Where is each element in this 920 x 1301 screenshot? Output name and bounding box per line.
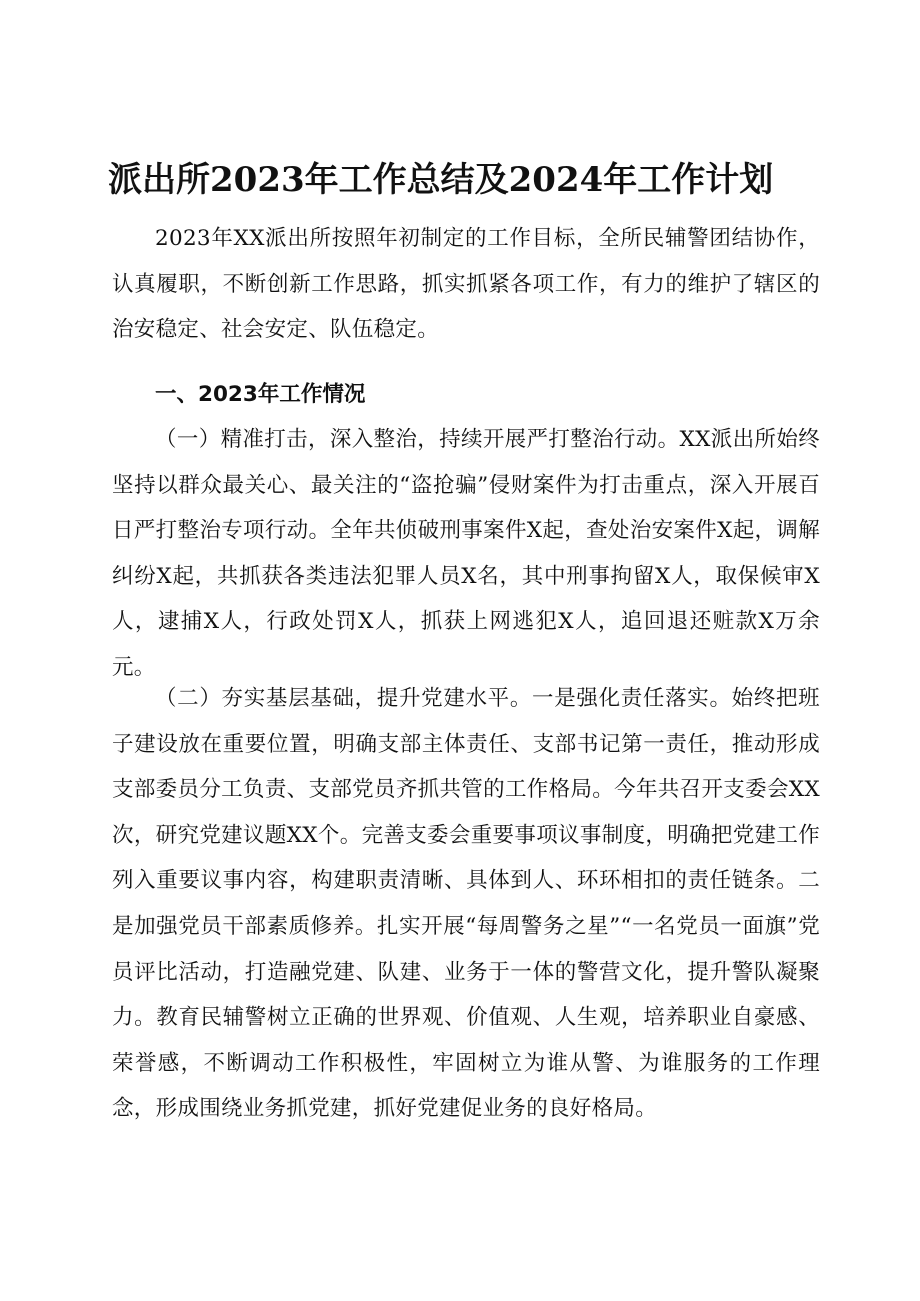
- section-one-heading: 一、2023年工作情况: [155, 382, 366, 407]
- paragraph-one: （一）精准打击，深入整治，持续开展严打整治行动。XX派出所始终坚持以群众最关心、最关注的“盗抢骗”侵财案件为打击重点，深入开展百日严打整治专项行动。全年共侦破刑事案件X起，查处治安案件X起，调解纠纷X起，共抓获各类违法犯罪人员X名，其中刑事拘留X人，取保候审X人，逮捕X人，行政处罚X人，抓获上网逃犯X人，追回退还赃款X万余元。: [112, 427, 820, 680]
- intro-paragraph: 2023年XX派出所按照年初制定的工作目标，全所民辅警团结协作，认真履职，不断创新工作思路，抓实抓紧各项工作，有力的维护了辖区的治安稳定、社会安定、队伍稳定。: [112, 226, 820, 343]
- paragraph-two: （二）夯实基层基础，提升党建水平。一是强化责任落实。始终把班子建设放在重要位置，明确支部主体责任、支部书记第一责任，推动形成支部委员分工负责、支部党员齐抓共管的工作格局。今年共召开支委会XX次，研究党建议题XX个。完善支委会重要事项议事制度，明确把党建工作列入重要议事内容，构建职责清晰、具体到人、环环相扣的责任链条。二是加强党员干部素质修养。扎实开展“每周警务之星”“一名党员一面旗”党员评比活动，打造融党建、队建、业务于一体的警营文化，提升警队凝聚力。教育民辅警树立正确的世界观、价值观、人生观，培养职业自豪感、荣誉感，不断调动工作积极性，牢固树立为谁从警、为谁服务的工作理念，形成围绕业务抓党建，抓好党建促业务的良好格局。: [112, 686, 820, 1122]
- document-title: 派出所2023年工作总结及2024年工作计划: [108, 160, 774, 200]
